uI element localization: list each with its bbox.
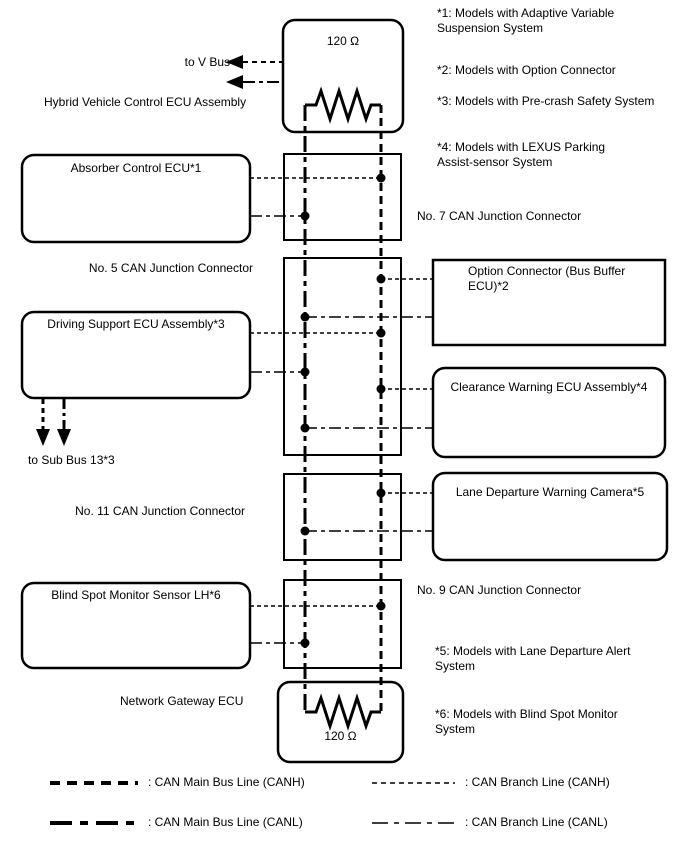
junction-dot	[301, 639, 310, 648]
network-gateway-ecu-label: Network Gateway ECU	[120, 694, 244, 708]
junction-dot	[377, 489, 386, 498]
junction-dot	[377, 329, 386, 338]
junction-dot	[301, 212, 310, 221]
blind-spot-sensor-label: Blind Spot Monitor Sensor LH*6	[51, 588, 221, 602]
sub-bus-canh-arrowhead	[36, 429, 50, 446]
legend-branch-canh-label: : CAN Branch Line (CANH)	[465, 775, 610, 789]
junction-dot	[377, 174, 386, 183]
note-6-line2: System	[435, 722, 476, 736]
option-connector-label-line2: ECU)*2	[468, 279, 509, 293]
absorber-ecu-label: Absorber Control ECU*1	[70, 161, 202, 175]
junction-no7-box	[284, 154, 401, 240]
note-5-line1: *5: Models with Lane Departure Alert	[435, 644, 631, 658]
junction-no9-label: No. 9 CAN Junction Connector	[417, 583, 582, 597]
legend-main-canl-label: : CAN Main Bus Line (CANL)	[148, 815, 303, 829]
note-2: *2: Models with Option Connector	[437, 63, 616, 77]
junction-dot	[301, 424, 310, 433]
to-sub-bus-label: to Sub Bus 13*3	[28, 453, 115, 467]
note-4-line2: Assist-sensor System	[437, 155, 553, 169]
note-1-line2: Suspension System	[437, 21, 544, 35]
v-bus-canl-arrowhead	[226, 75, 243, 89]
option-connector-label	[468, 264, 625, 294]
network-gateway-ecu-box	[278, 682, 403, 762]
bottom-terminating-resistor-symbol	[305, 698, 381, 726]
legend-branch-canl-label: : CAN Branch Line (CANL)	[465, 815, 608, 829]
junction-dot	[377, 385, 386, 394]
note-5	[435, 644, 630, 674]
junction-dot	[377, 275, 386, 284]
hybrid-ecu-label: Hybrid Vehicle Control ECU Assembly	[44, 95, 247, 109]
lane-departure-camera-label: Lane Departure Warning Camera*5	[455, 485, 645, 499]
junction-dot	[301, 368, 310, 377]
top-resistor-value: 120 Ω	[326, 34, 360, 48]
to-v-bus-label: to V Bus	[184, 55, 230, 69]
junction-no5-label: No. 5 CAN Junction Connector	[88, 261, 253, 275]
junction-dot	[377, 602, 386, 611]
note-6-line1: *6: Models with Blind Spot Monitor	[435, 707, 618, 721]
junction-no9-box	[284, 580, 401, 668]
note-5-line2: System	[435, 659, 476, 673]
junction-dot	[301, 313, 310, 322]
clearance-warning-ecu-label: Clearance Warning ECU Assembly*4	[450, 380, 648, 394]
note-4	[437, 140, 605, 170]
junction-no7-label: No. 7 CAN Junction Connector	[417, 209, 582, 223]
driving-support-ecu-label: Driving Support ECU Assembly*3	[47, 317, 225, 331]
note-6	[435, 707, 618, 737]
legend-main-canh-label: : CAN Main Bus Line (CANH)	[148, 775, 305, 789]
junction-dot	[301, 527, 310, 536]
bottom-resistor-value: 120 Ω	[324, 729, 357, 743]
junction-no11-box	[284, 474, 401, 560]
option-connector-label-line1: Option Connector (Bus Buffer	[468, 264, 626, 278]
note-1-line1: *1: Models with Adaptive Variable	[437, 6, 615, 20]
top-terminating-resistor-symbol	[305, 91, 381, 119]
note-3: *3: Models with Pre-crash Safety System	[437, 94, 655, 108]
note-1	[437, 6, 614, 36]
sub-bus-canl-arrowhead	[57, 429, 71, 446]
note-4-line1: *4: Models with LEXUS Parking	[437, 140, 606, 154]
junction-no11-label: No. 11 CAN Junction Connector	[75, 504, 245, 518]
